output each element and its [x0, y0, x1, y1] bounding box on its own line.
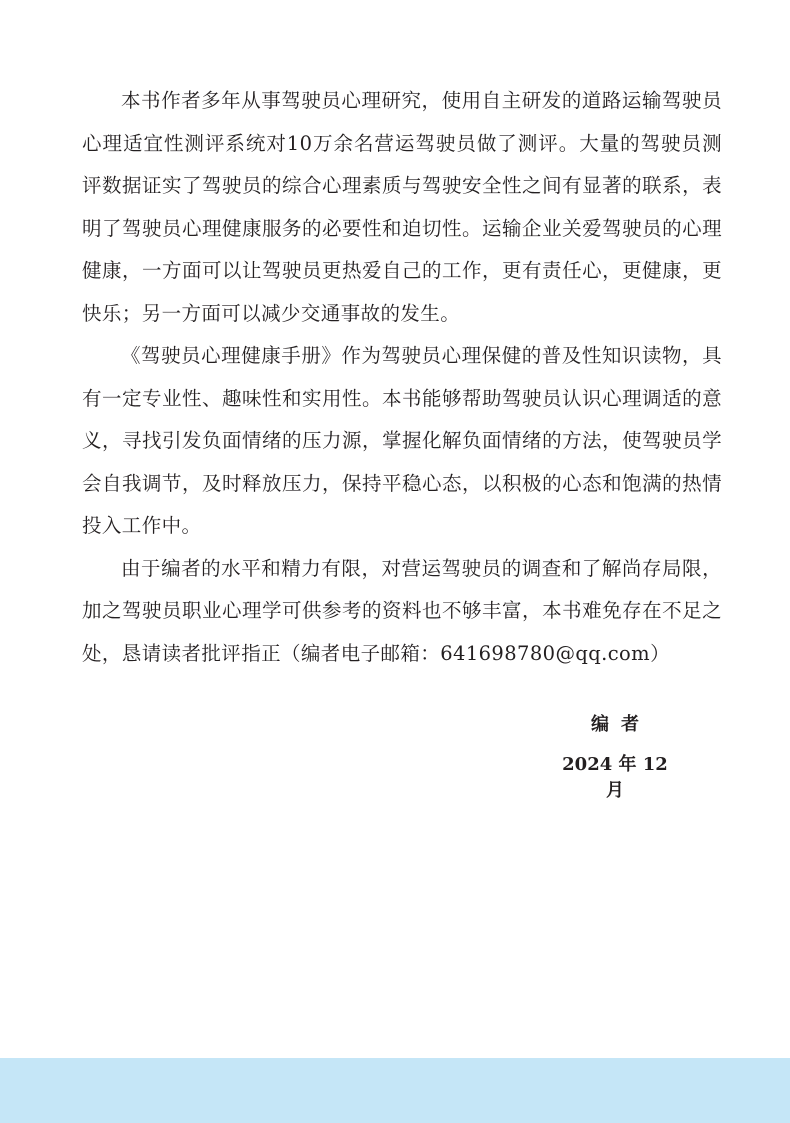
signature-date: 2024 年 12 月: [562, 754, 668, 801]
footer-band: [0, 1058, 790, 1123]
signature-author: 编者: [591, 714, 651, 735]
paragraph-research: 本书作者多年从事驾驶员心理研究，使用自主研发的道路运输驾驶员心理适宜性测评系统对10万余名营运驾驶员做了测评。大量的驾驶员测评数据证实了驾驶员的综合心理素质与驾驶安全性之间有显著的联系，表明了驾驶员心理健康服务的必要性和迫切性。运输企业关爱驾驶员的心理健康，一方面可以让驾驶员更热爱自己的工作，更有责任心，更健康，更快乐；另一方面可以减少交通事故的发生。: [82, 89, 722, 325]
paragraph-book-purpose: 《驾驶员心理健康手册》作为驾驶员心理保健的普及性知识读物，具有一定专业性、趣味性和实用性。本书能够帮助驾驶员认识心理调适的意义，寻找引发负面情绪的压力源，掌握化解负面情绪的方法，使驾驶员学会自我调节，及时释放压力，保持平稳心态，以积极的心态和饱满的热情投入工作中。: [82, 344, 722, 537]
preface-body: [82, 80, 722, 675]
paragraph-limitations: 由于编者的水平和精力有限，对营运驾驶员的调查和了解尚存局限，加之驾驶员职业心理学可供参考的资料也不够丰富，本书难免存在不足之处，恳请读者批评指正（编者电子邮箱：641698780@qq.com）: [82, 556, 722, 665]
